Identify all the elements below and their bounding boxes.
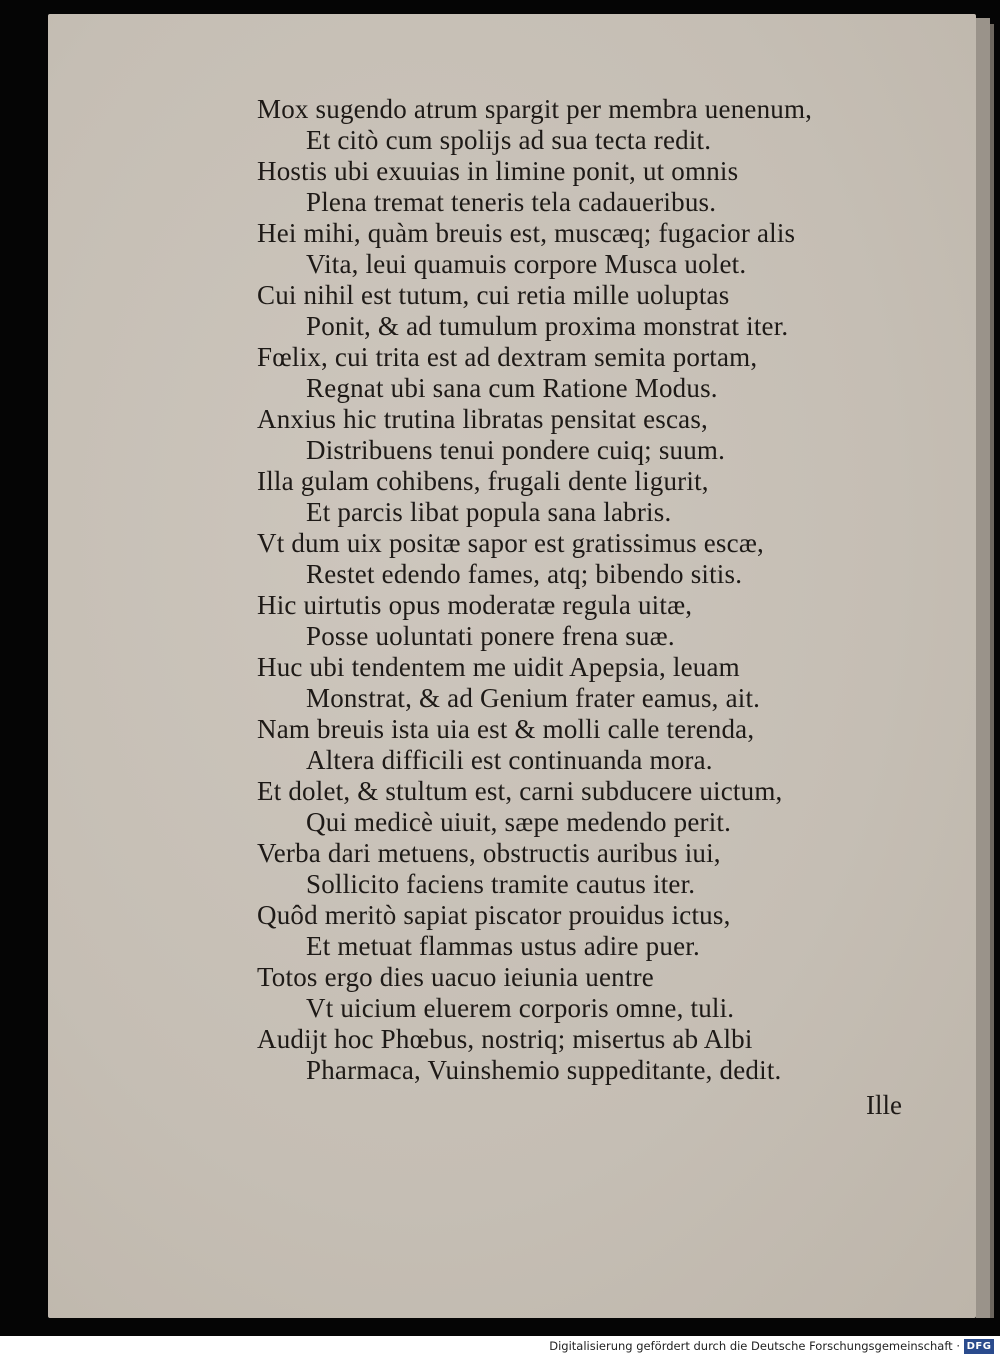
verse-line: Verba dari metuens, obstructis auribus iui,	[257, 838, 721, 868]
verse-line: Anxius hic trutina libratas pensitat escas,	[257, 404, 708, 434]
verse-line: Et citò cum spolijs ad sua tecta redit.	[306, 125, 712, 155]
verse-line: Nam breuis ista uia est & molli calle terenda,	[257, 714, 755, 744]
verse-line: Cui nihil est tutum, cui retia mille uoluptas	[257, 280, 730, 310]
verse-line: Vt dum uix positæ sapor est gratissimus escæ,	[257, 528, 764, 558]
verse-line: Hostis ubi exuuias in limine ponit, ut omnis	[257, 156, 739, 186]
verse-line: Vt uicium eluerem corporis omne, tuli.	[306, 993, 735, 1023]
verse-line: Hic uirtutis opus moderatæ regula uitæ,	[257, 590, 693, 620]
verse-line: Vita, leui quamuis corpore Musca uolet.	[306, 249, 747, 279]
verse-line: Altera difficili est continuanda mora.	[306, 745, 713, 775]
verse-line: Et dolet, & stultum est, carni subducere uictum,	[257, 776, 783, 806]
verse-line: Hei mihi, quàm breuis est, muscæq; fugacior alis	[257, 218, 796, 248]
footer-bar	[0, 1336, 1000, 1358]
verse-line: Audijt hoc Phœbus, nostriq; misertus ab Albi	[257, 1024, 753, 1054]
verse-line: Mox sugendo atrum spargit per membra uenenum,	[257, 94, 813, 124]
funding-credit: Digitalisierung gefördert durch die Deutsche Forschungsgemeinschaft ·	[549, 1339, 960, 1353]
dfg-logo-icon: DFG	[964, 1339, 994, 1354]
verse-line: Regnat ubi sana cum Ratione Modus.	[306, 373, 718, 403]
verse-line: Totos ergo dies uacuo ieiunia uentre	[257, 962, 654, 992]
verse-line: Distribuens tenui pondere cuiq; suum.	[306, 435, 726, 465]
verse-line: Et metuat flammas ustus adire puer.	[306, 931, 700, 961]
verse-line: Fœlix, cui trita est ad dextram semita portam,	[257, 342, 758, 372]
verse-line: Sollicito faciens tramite cautus iter.	[306, 869, 696, 899]
verse-line: Huc ubi tendentem me uidit Apepsia, leuam	[257, 652, 740, 682]
verse-line: Monstrat, & ad Genium frater eamus, ait.	[306, 683, 761, 713]
verse-line: Plena tremat teneris tela cadaueribus.	[306, 187, 717, 217]
catchword: Ille	[866, 1090, 902, 1120]
verse-line: Illa gulam cohibens, frugali dente ligurit,	[257, 466, 709, 496]
verse-line: Ponit, & ad tumulum proxima monstrat iter.	[306, 311, 789, 341]
verse-line: Pharmaca, Vuinshemio suppeditante, dedit.	[306, 1055, 782, 1085]
verse-line: Quôd meritò sapiat piscator prouidus ictus,	[257, 900, 731, 930]
verse-line: Posse uoluntati ponere frena suæ.	[306, 621, 675, 651]
verse-line: Restet edendo fames, atq; bibendo sitis.	[306, 559, 743, 589]
verse-line: Et parcis libat popula sana labris.	[306, 497, 672, 527]
verse-line: Qui medicè uiuit, sæpe medendo perit.	[306, 807, 732, 837]
